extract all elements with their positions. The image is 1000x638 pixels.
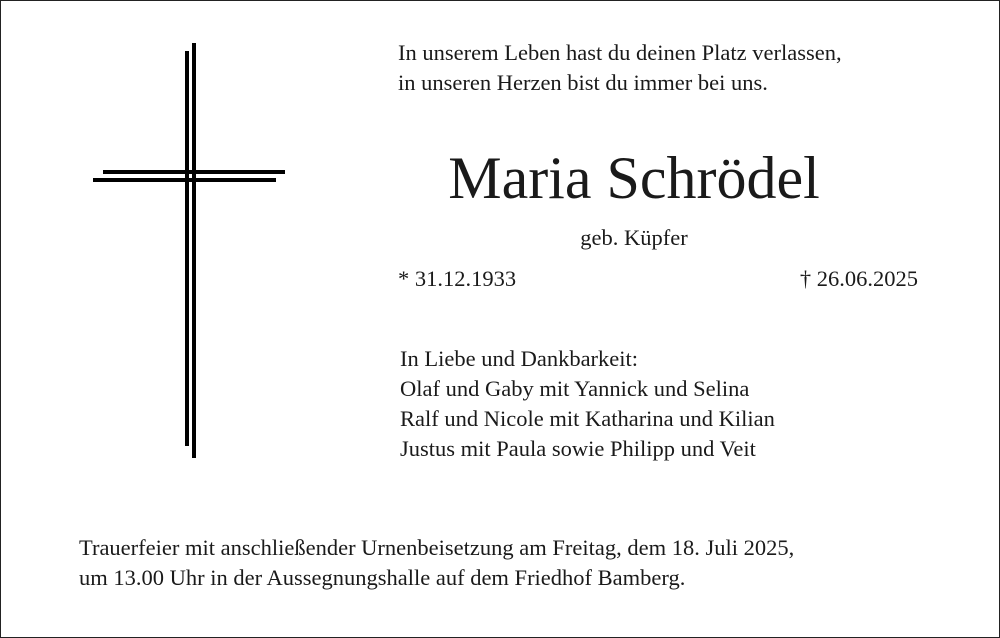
mourners-line: Ralf und Nicole mit Katharina und Kilian: [400, 406, 775, 431]
deceased-name: Maria Schrödel: [448, 145, 820, 211]
funeral-line: um 13.00 Uhr in der Aussegnungshalle auf dem Friedhof Bamberg.: [79, 565, 686, 590]
mourners-line: In Liebe und Dankbarkeit:: [400, 346, 639, 371]
mourners-line: Olaf und Gaby mit Yannick und Selina: [400, 376, 750, 401]
verse: [398, 38, 842, 98]
mourners: [400, 344, 775, 464]
death-date: † 26.06.2025: [799, 266, 918, 291]
maiden-name: geb. Küpfer: [580, 225, 688, 250]
birth-date: * 31.12.1933: [398, 266, 517, 291]
verse-line: in unseren Herzen bist du immer bei uns.: [398, 70, 768, 95]
mourners-line: Justus mit Paula sowie Philipp und Veit: [400, 436, 756, 461]
funeral-info: [79, 533, 794, 593]
verse-line: In unserem Leben hast du deinen Platz verlassen,: [398, 40, 842, 65]
funeral-line: Trauerfeier mit anschließender Urnenbeisetzung am Freitag, dem 18. Juli 2025,: [79, 535, 795, 560]
